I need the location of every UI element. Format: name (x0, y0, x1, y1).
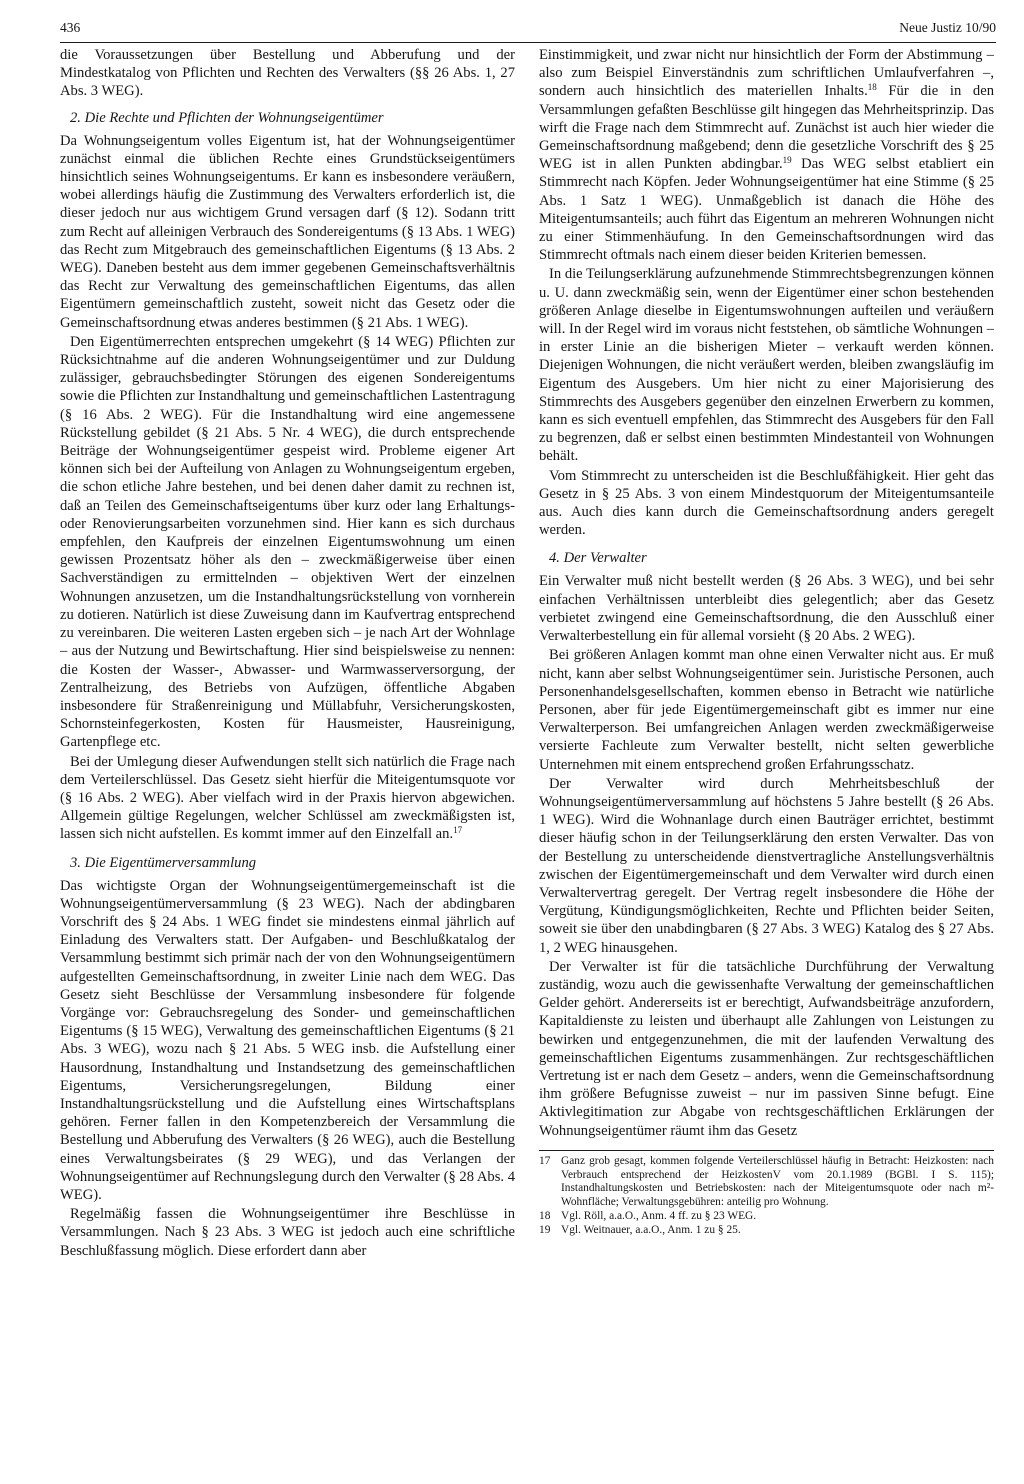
paragraph: Regelmäßig fassen die Wohnungseigentümer ihre Beschlüsse in Versammlungen. Nach § 23 Abs. 3 WEG ist jedoch auch eine schriftliche Beschlußfassung möglich. Diese erfordert dann aber (60, 1206, 515, 1259)
footnote-text: Vgl. Röll, a.a.O., Anm. 4 ff. zu § 23 WEG. (561, 1209, 757, 1222)
footnote (539, 1210, 994, 1224)
paragraph: die Voraussetzungen über Bestellung und Abberufung und der Mindestkatalog von Pflichten und Rechten des Verwalters (§§ 26 Abs. 1, 27 Abs. 3 WEG). (60, 47, 515, 100)
section-heading-3: 3. Die Eigentümerversammlung (70, 854, 257, 871)
section-heading-4: 4. Der Verwalter (549, 550, 647, 567)
section-heading-2: 2. Die Rechte und Pflichten der Wohnungseigentümer (70, 109, 384, 126)
footnote-ref-17: 17 (453, 825, 463, 836)
paragraph: Da Wohnungseigentum volles Eigentum ist, hat der Wohnungseigentümer zunächst einmal die üblichen Rechte eines Grundstückseigentümers hinsichtlich seines Wohnungseigentums. Er kann es insbesondere veräußern, wobei allerdings häufig die Zustimmung des Verwalters erforderlich ist, die dieser jedoch nur aus wichtigem Grund versagen darf (§ 12). Sodann tritt zum Recht auf alleinigen Verbrauch des Sondereigentums (§ 13 Abs. 1 WEG) das Recht zum Mitgebrauch des gemeinschaftlichen Eigentums (§ 13 Abs. 2 WEG). Daneben besteht aus dem immer gegebenen Gemeinschaftsverhältnis das Recht zur Verwaltung des gemeinschaftlichen Eigentums, das allen Eigentümern gemeinschaftlich zusteht, soweit nicht das Gesetz oder die Gemeinschaftsordnung etwas anderes bestimmen (§ 21 Abs. 1 WEG). (60, 132, 515, 331)
footnote-list (539, 1155, 994, 1238)
footnote-text: Vgl. Weitnauer, a.a.O., Anm. 1 zu § 25. (561, 1223, 741, 1236)
paragraph: Der Verwalter wird durch Mehrheitsbeschluß der Wohnungseigentümerversammlung auf höchstens 5 Jahre bestellt (§ 26 Abs. 1 WEG). Wird die Wohnanlage durch einen Bauträger errichtet, bestimmt dieser häufig schon in der Teilungserklärung den ersten Verwalter. Das von der Bestellung zu unterscheidende dienstvertragliche Anstellungsverhältnis zwischen der Eigentümergemeinschaft und dem Verwalter wird durch einen Verwaltervertrag geregelt. Der Vertrag regelt insbesondere die Höhe der Vergütung, Kündigungsmöglichkeiten, Rechte und Pflichten beider Seiten, soweit sie über den unabdingbaren (§ 27 Abs. 3 WEG) Katalog des § 27 Abs. 1, 2 WEG hinausgehen. (539, 775, 994, 956)
paragraph-text: Einstimmigkeit, und zwar nicht nur hinsichtlich der Form der Abstimmung – also zum Beispiel Einverständnis zum schriftlichen Umlaufverfahren –, sondern auch hinsichtlich des materiellen Inhalts. (539, 47, 994, 100)
page-header (60, 20, 996, 42)
paragraph: Vom Stimmrecht zu unterscheiden ist die Beschlußfähigkeit. Hier geht das Gesetz in § 25 Abs. 3 von einem Mindestquorum der Miteigentumsanteile aus. Auch dies kann durch die Gemeinschaftsordnung anders geregelt werden. (539, 467, 994, 539)
paragraph: Den Eigentümerrechten entsprechen umgekehrt (§ 14 WEG) Pflichten zur Rücksichtnahme auf die anderen Wohnungseigentümer und zur Duldung zulässiger, gebrauchsbedingter Störungen des eigenen Sondereigentums sowie die Pflichten zur Instandhaltung und gemeinschaftlichen Lastentragung (§ 16 Abs. 2 WEG). Für die Instandhaltung wird eine angemessene Rückstellung gebildet (§ 21 Abs. 5 Nr. 4 WEG), die durch entsprechende Beiträge der Wohnungseigentümer gespeist wird. Probleme eigener Art können sich bei der Aufteilung von Anlagen zu Wohnungseigentum ergeben, die schon etliche Jahre bestehen, und bei denen daher damit zu rechnen ist, daß an Teilen des Gemeinschaftseigentums über kurz oder lang Erhaltungs- oder Renovierungsarbeiten vorzunehmen sind. Hier kann es sich durchaus empfehlen, den Kaufpreis der einzelnen Eigentumswohnung um einen gewissen Prozentsatz höher als den – zweckmäßigerweise über einen Sachverständigen zu ermittelnden – objektiven Wert der einzelnen Wohnungen anzusetzen, um die Instandhaltungsrückstellung von vornherein zu dotieren. Natürlich ist diese Zuweisung dann im Kaufvertrag entsprechend zu vereinbaren. Die weiteren Lasten ergeben sich – je nach Art der Wohnlage – aus der Nutzung und Bewirtschaftung. Hier sind beispielsweise zu nennen: die Kosten der Wasser-, Abwasser- und Warmwasserversorgung, der Zentralheizung, des Betriebs von Aufzügen, öffentliche Abgaben insbesondere für Straßenreinigung und Müllabfuhr, Versicherungskosten, Schornsteinfegerkosten, Kosten für Hausmeister, Hausreinigung, Gartenpflege etc. (60, 333, 515, 751)
paragraph-text: Für die in den Versammlungen gefaßten Beschlüsse gilt hingegen das Mehrheitsprinzip. Das wirft die Frage nach dem Stimmrecht auf. Zunächst ist auch hier wieder die Gemeinschaftsordnung maßgebend; denn die gesetzliche Vorschrift des § 25 WEG ist in allen Punkten abdingbar. (539, 83, 994, 173)
footnote-number: 19 (539, 1223, 551, 1236)
footnote-number: 17 (539, 1154, 551, 1167)
left-column (60, 46, 515, 1476)
footnote-ref-19: 19 (782, 155, 792, 166)
paragraph: Das wichtigste Organ der Wohnungseigentümergemeinschaft ist die Wohnungseigentümerversammlung (§ 23 WEG). Nach der abdingbaren Vorschrift des § 24 Abs. 1 WEG findet sie mindestens einmal jährlich auf Einladung des Verwalters statt. Der Aufgaben- und Beschlußkatalog der Versammlung bestimmt sich primär nach der von den Wohnungseigentümern aufgestellten Gemeinschaftsordnung, in zweiter Linie nach dem WEG. Das Gesetz sieht Beschlüsse der Versammlung insbesondere für folgende Vorgänge vor: Gebrauchsregelung des Sonder- und gemeinschaftlichen Eigentums (§ 15 WEG), Verwaltung des gemeinschaftlichen Eigentums (§ 21 Abs. 3 WEG), wozu nach § 21 Abs. 5 WEG insb. die Aufstellung einer Hausordnung, Instandhaltung und Instandsetzung des gemeinschaftlichen Eigentums, Versicherungsregelungen, Bildung einer Instandhaltungsrückstellung und die Aufstellung eines Wirtschaftsplans gehören. Ferner fallen in den Kompetenzbereich der Versammlung die Bestellung und Abberufung des Verwalters (§ 26 WEG), auch die Bestellung eines Verwaltungsbeirates (§ 29 WEG), und das Verlangen der Wohnungseigentümer auf Rechnungslegung durch den Verwalter (§ 28 Abs. 4 WEG). (60, 877, 515, 1203)
paragraph: Ein Verwalter muß nicht bestellt werden (§ 26 Abs. 3 WEG), und bei sehr einfachen Verhältnissen unterbleibt dies gelegentlich; aber das Gesetz verbietet zwingend eine Gemeinschaftsordnung, die den Ausschluß einer Verwalterbestellung ein für allemal vorsieht (§ 20 Abs. 2 WEG). (539, 573, 994, 645)
paragraph: Bei größeren Anlagen kommt man ohne einen Verwalter nicht aus. Er muß nicht, kann aber selbst Wohnungseigentümer sein. Juristische Personen, auch Personenhandelsgesellschaften, kommen ebenso in Betracht wie natürliche Personen, aber für jede Eigentümergemeinschaft gibt es immer nur eine Verwalterperson. Bei umfangreichen Anlagen werden zweckmäßigerweise versierte Fachleute zum Verwalter bestellt, nicht selten gewerbliche Unternehmen mit einem entsprechend großen Erfahrungsschatz. (539, 647, 994, 773)
paragraph (60, 753, 515, 844)
right-column (539, 46, 994, 1476)
paragraph-text: Das WEG selbst etabliert ein Stimmrecht nach Köpfen. Jeder Wohnungseigentümer hat eine Stimme (§ 25 Abs. 1 Satz 1 WEG). Unmaßgeblich ist danach die Höhe des Miteigentumsanteils; auch führt das Eigentum an mehreren Wohnungen nicht zu einer Stimmenhäufung. In den Gemeinschaftsordnungen wird das Stimmrecht oftmals nach einem dieser beiden Kriterien bemessen. (539, 156, 994, 264)
paragraph: Der Verwalter ist für die tatsächliche Durchführung der Verwaltung zuständig, wozu auch die gewissenhafte Verwaltung der gemeinschaftlichen Gelder gehört. Andererseits ist er berechtigt, Aufwandsbeiträge anzufordern, Kapitaldienste zu leisten und überhaupt alle Zahlungen von Leistungen zu bewirken und entgegenzunehmen, die mit der laufenden Verwaltung des gemeinschaftlichen Eigentums zusammenhängen. Zur rechtsgeschäftlichen Vertretung ist er nach dem Gesetz – anders, wenn die Gemeinschaftsordnung ihm größere Befugnisse zuweist – nur im passiven Sinne befugt. Eine Aktivlegitimation zur Abgabe von rechtsgeschäftlichen Erklärungen der Wohnungseigentümer räumt ihm das Gesetz (539, 958, 994, 1139)
paragraph: In die Teilungserklärung aufzunehmende Stimmrechtsbegrenzungen können u. U. dann zweckmäßig sein, wenn der Eigentümer einer schon bestehenden größeren Anlage dieselbe in Eigentumswohnungen aufteilen und veräußern will. In der Regel wird im voraus nicht feststehen, ob sämtliche Wohnungen – in erster Linie an die bisherigen Mieter – verkauft werden können. Diejenigen Wohnungen, die nicht veräußert werden, bleiben zwangsläufig im Eigentum des Ausgebers. Um hier nicht zu einer Majorisierung des Stimmrechts des Ausgebers gegenüber den einzelnen Erwerbern zu kommen, kann es sich eventuell empfehlen, das Stimmrecht des Ausgebers für den Fall zu begrenzen, daß er selbst einen bestimmten Mindestanteil von Wohnungen behält. (539, 266, 994, 465)
footnote (539, 1224, 994, 1238)
page-number: 436 (60, 20, 81, 35)
footnote (539, 1155, 994, 1210)
footnote-ref-18: 18 (867, 82, 877, 93)
footnote-text: Ganz grob gesagt, kommen folgende Verteilerschlüssel häufig in Betracht: Heizkosten: nach Verbrauch entsprechend der HeizkostenV vom 20.1.1989 (BGBl. I S. 115); Instandhaltungskosten und Betriebskosten: nach der Miteigentumsquote oder nach m²-Wohnfläche; Verwaltungsgebühren: anteilig pro Wohnung. (561, 1154, 994, 1209)
header-rule (60, 42, 996, 43)
footnote-number: 18 (539, 1209, 551, 1222)
journal-issue: Neue Justiz 10/90 (899, 20, 996, 35)
paragraph-text: Bei der Umlegung dieser Aufwendungen stellt sich natürlich die Frage nach dem Verteilerschlüssel. Das Gesetz sieht hierfür die Miteigentumsquote vor (§ 16 Abs. 2 WEG). Aber vielfach wird in der Praxis hiervon abgewichen. Allgemein gültige Regelungen, welcher Schlüssel am zweckmäßigsten ist, lassen sich nicht aufstellen. Es kommt immer auf den Einzelfall an. (60, 753, 515, 843)
paragraph (539, 46, 994, 264)
footnote-rule (539, 1150, 994, 1151)
